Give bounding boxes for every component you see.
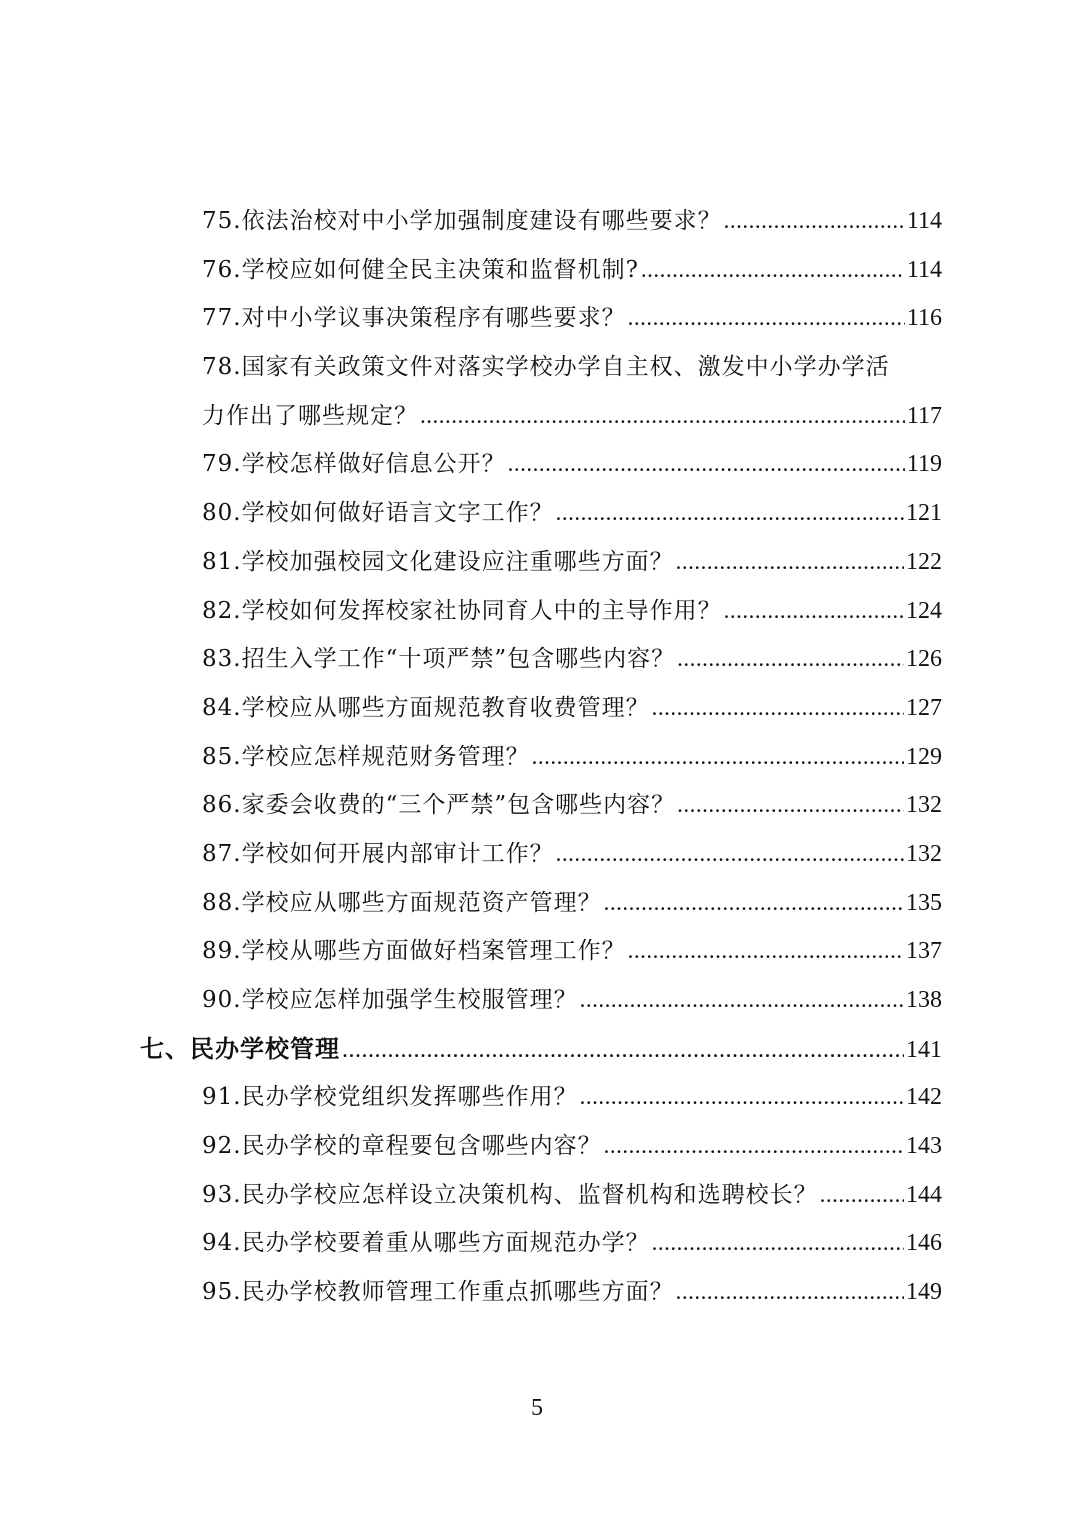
toc-entry-title: 93.民办学校应怎样设立决策机构、监督机构和选聘校长？ [202, 1181, 818, 1208]
toc-page-number: 146 [906, 1230, 942, 1257]
toc-entry-title: 76.学校应如何健全民主决策和监督机制? [202, 256, 639, 283]
toc-entry-title: 81.学校加强校园文化建设应注重哪些方面？ [202, 548, 674, 575]
toc-page-number: 114 [906, 208, 942, 234]
toc-page-number: 141 [906, 1036, 942, 1063]
toc-entry-title: 82.学校如何发挥校家社协同育人中的主导作用？ [202, 597, 722, 624]
toc-entry-title: 75.依法治校对中小学加强制度建设有哪些要求？ [202, 208, 722, 234]
toc-entry-title: 87.学校如何开展内部审计工作？ [202, 840, 554, 867]
dot-leader [580, 976, 904, 1025]
toc-entry [140, 976, 942, 1025]
toc-entry-title: 86.家委会收费的“三个严禁”包含哪些内容？ [202, 792, 676, 819]
dot-leader [724, 587, 904, 636]
toc-entry [140, 294, 942, 343]
toc-entry [140, 733, 942, 782]
toc-entry [140, 781, 942, 830]
toc-page-number: 137 [906, 938, 942, 965]
toc-entry [140, 246, 942, 295]
dot-leader [556, 830, 904, 879]
toc-entry-title: 83.招生入学工作“十项严禁”包含哪些内容？ [202, 646, 676, 673]
toc-page-number: 121 [906, 500, 942, 527]
toc-entry [140, 1219, 942, 1268]
toc-page-number: 116 [906, 305, 942, 332]
dot-leader [508, 440, 905, 489]
toc-page-number: 129 [906, 743, 942, 770]
dot-leader [676, 538, 904, 587]
toc-page-number: 144 [906, 1181, 942, 1208]
toc-entry-title: 七、民办学校管理 [140, 1033, 340, 1063]
toc-entry [140, 927, 942, 976]
toc-entry-continuation [140, 392, 942, 441]
table-of-contents [140, 197, 942, 1317]
dot-leader [532, 733, 904, 782]
dot-leader [677, 781, 904, 830]
toc-entry [140, 684, 942, 733]
dot-leader [820, 1171, 904, 1220]
toc-entry [140, 830, 942, 879]
dot-leader [641, 246, 905, 295]
toc-entry-title: 77.对中小学议事决策程序有哪些要求？ [202, 305, 626, 332]
dot-leader [724, 197, 905, 246]
dot-leader [580, 1073, 904, 1122]
toc-section-heading [140, 1025, 942, 1074]
dot-leader [677, 635, 904, 684]
toc-entry-title: 91.民办学校党组织发挥哪些作用？ [202, 1084, 578, 1111]
toc-entry-title: 89.学校从哪些方面做好档案管理工作？ [202, 938, 626, 965]
toc-entry [140, 197, 942, 246]
dot-leader [342, 1025, 904, 1074]
dot-leader [652, 1219, 904, 1268]
toc-entry-title: 92.民办学校的章程要包含哪些内容？ [202, 1133, 602, 1160]
toc-entry-title: 85.学校应怎样规范财务管理？ [202, 743, 530, 770]
toc-page-number: 122 [906, 548, 942, 575]
toc-entry-title: 78.国家有关政策文件对落实学校办学自主权、激发中小学办学活 [202, 354, 890, 381]
toc-page-number: 138 [906, 987, 942, 1013]
dot-leader [556, 489, 904, 538]
toc-entry-title: 79.学校怎样做好信息公开？ [202, 451, 506, 478]
toc-entry-title: 94.民办学校要着重从哪些方面规范办学？ [202, 1230, 650, 1257]
toc-entry-title: 80.学校如何做好语言文字工作？ [202, 500, 554, 527]
toc-entry-title: 84.学校应从哪些方面规范教育收费管理？ [202, 694, 650, 721]
dot-leader [604, 879, 904, 928]
toc-page-number: 132 [906, 840, 942, 867]
toc-entry-title: 88.学校应从哪些方面规范资产管理？ [202, 889, 602, 916]
toc-entry [140, 1171, 942, 1220]
toc-entry [140, 1073, 942, 1122]
toc-page-number: 127 [906, 694, 942, 721]
toc-entry [140, 489, 942, 538]
toc-page-number: 124 [906, 597, 942, 624]
toc-page-number: 142 [906, 1084, 942, 1111]
toc-entry [140, 440, 942, 489]
toc-entry [140, 879, 942, 928]
toc-entry-title: 力作出了哪些规定？ [202, 402, 418, 429]
dot-leader [604, 1122, 904, 1171]
toc-page-number: 135 [906, 889, 942, 916]
dot-leader [652, 684, 904, 733]
toc-entry [140, 1122, 942, 1171]
toc-page-number: 114 [906, 256, 942, 283]
toc-page-number: 143 [906, 1133, 942, 1160]
toc-page-number: 126 [906, 646, 942, 673]
dot-leader [628, 294, 905, 343]
toc-entry [140, 343, 942, 392]
toc-entry-title: 95.民办学校教师管理工作重点抓哪些方面？ [202, 1279, 674, 1306]
dot-leader [420, 392, 905, 441]
toc-page-number: 132 [906, 792, 942, 819]
toc-page-number: 119 [906, 451, 942, 478]
toc-entry [140, 635, 942, 684]
toc-page-number: 149 [906, 1279, 942, 1306]
toc-entry [140, 538, 942, 587]
toc-entry-title: 90.学校应怎样加强学生校服管理？ [202, 987, 578, 1013]
toc-entry [140, 587, 942, 636]
page-number: 5 [531, 1395, 543, 1421]
toc-page-number: 117 [906, 402, 942, 429]
toc-entry [140, 1268, 942, 1317]
dot-leader [676, 1268, 904, 1317]
dot-leader [628, 927, 904, 976]
